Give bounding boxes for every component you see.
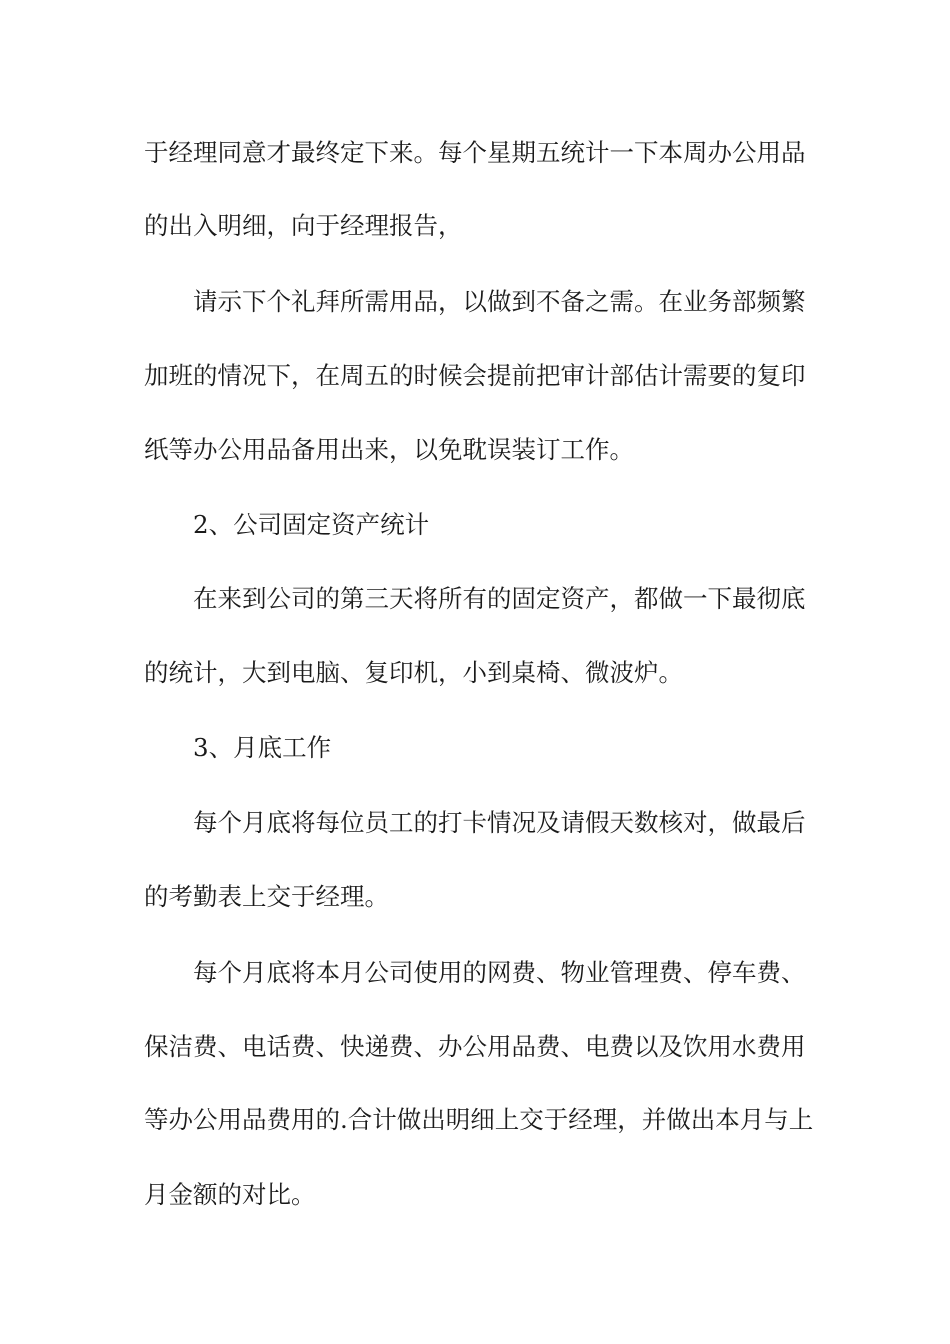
- text-line: 等办公用品费用的.合计做出明细上交于经理，并做出本月与上: [144, 1105, 814, 1134]
- text-line: 的考勤表上交于经理。: [144, 882, 389, 911]
- section-heading: 3、月底工作: [193, 733, 332, 762]
- section-heading: 2、公司固定资产统计: [193, 510, 430, 539]
- text-line: 月金额的对比。: [144, 1180, 316, 1209]
- paragraph-first-line: 每个月底将本月公司使用的网费、物业管理费、停车费、: [193, 958, 806, 987]
- text-line: 的统计，大到电脑、复印机，小到桌椅、微波炉。: [144, 658, 683, 687]
- paragraph-first-line: 请示下个礼拜所需用品，以做到不备之需。在业务部频繁: [193, 287, 806, 316]
- text-line: 加班的情况下，在周五的时候会提前把审计部估计需要的复印: [144, 361, 806, 390]
- paragraph-first-line: 每个月底将每位员工的打卡情况及请假天数核对，做最后: [193, 808, 806, 837]
- text-line: 的出入明细，向于经理报告，: [144, 211, 463, 240]
- text-line: 于经理同意才最终定下来。每个星期五统计一下本周办公用品: [144, 138, 806, 167]
- paragraph-first-line: 在来到公司的第三天将所有的固定资产，都做一下最彻底: [193, 584, 806, 613]
- text-line: 纸等办公用品备用出来，以免耽误装订工作。: [144, 435, 634, 464]
- text-line: 保洁费、电话费、快递费、办公用品费、电费以及饮用水费用: [144, 1032, 806, 1061]
